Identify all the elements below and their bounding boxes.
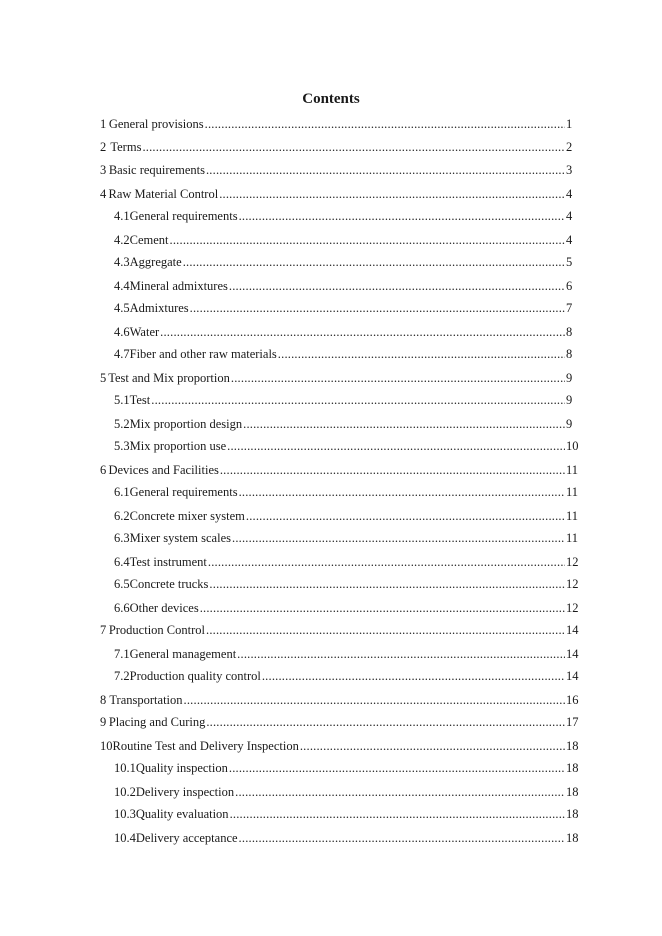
toc-entry[interactable] — [100, 114, 582, 134]
toc-number: 6.1 — [114, 485, 130, 499]
toc-entry[interactable] — [114, 390, 582, 410]
toc-entry[interactable] — [100, 690, 582, 710]
toc-label: Concrete trucks — [129, 577, 209, 591]
toc-entry[interactable] — [114, 298, 582, 318]
toc-number: 10.3 — [114, 807, 136, 821]
toc-label: Routine Test and Delivery Inspection — [112, 739, 299, 753]
toc-leader — [206, 712, 565, 732]
toc-label: Mix proportion design — [129, 417, 243, 431]
toc-leader — [206, 620, 565, 640]
toc-leader — [278, 344, 565, 364]
toc-number: 8 — [100, 693, 107, 707]
toc-page: 7 — [566, 301, 573, 315]
toc-leader — [170, 230, 565, 250]
toc-page: 18 — [566, 761, 579, 775]
toc-page: 11 — [566, 463, 579, 477]
toc-entry[interactable] — [114, 482, 582, 502]
toc-number: 4.1 — [114, 209, 130, 223]
toc-label: General management — [129, 647, 237, 661]
toc-number: 10.2 — [114, 785, 136, 799]
toc-leader — [209, 574, 565, 594]
toc-label: Test and Mix proportion — [108, 371, 230, 385]
toc-entry[interactable] — [114, 758, 582, 778]
toc-page: 14 — [566, 647, 579, 661]
toc-label: Mixer system scales — [129, 531, 231, 545]
toc-number: 5.1 — [114, 393, 130, 407]
toc-entry[interactable] — [114, 344, 582, 364]
toc-number: 2 — [100, 140, 107, 154]
toc-entry[interactable] — [100, 712, 582, 732]
toc-number: 6.2 — [114, 509, 130, 523]
toc-leader — [237, 644, 565, 664]
toc-entry[interactable] — [114, 644, 582, 664]
toc-label: Delivery acceptance — [135, 831, 238, 845]
toc-leader — [208, 552, 565, 572]
toc-leader — [190, 298, 565, 318]
toc-label: Other devices — [129, 601, 199, 615]
toc-number: 6.6 — [114, 601, 130, 615]
toc-entry[interactable] — [100, 160, 582, 180]
toc-label: Production quality control — [129, 669, 261, 683]
toc-number: 3 — [100, 163, 107, 177]
toc-entry[interactable] — [114, 322, 582, 342]
toc-leader — [220, 460, 565, 480]
toc-leader — [239, 206, 565, 226]
toc-number: 6.3 — [114, 531, 130, 545]
toc-number: 4.2 — [114, 233, 130, 247]
toc-page: 12 — [566, 555, 579, 569]
toc-label: Cement — [129, 233, 169, 247]
toc-entry[interactable] — [114, 206, 582, 226]
toc-page: 3 — [566, 163, 573, 177]
toc-page: 14 — [566, 623, 579, 637]
toc-number: 6.4 — [114, 555, 130, 569]
toc-page: 18 — [566, 831, 579, 845]
toc-number: 5.3 — [114, 439, 130, 453]
toc-number: 7 — [100, 623, 107, 637]
toc-entry[interactable] — [100, 736, 582, 756]
toc-entry[interactable] — [114, 598, 582, 618]
page-title: Contents — [302, 91, 360, 107]
toc-label: Basic requirements — [108, 163, 205, 177]
toc-label: Placing and Curing — [108, 715, 206, 729]
toc-label: Mix proportion use — [129, 439, 227, 453]
toc-number: 4.3 — [114, 255, 130, 269]
toc-label: Terms — [110, 140, 142, 154]
toc-leader — [239, 482, 565, 502]
toc-page: 12 — [566, 577, 579, 591]
toc-page: 11 — [566, 509, 579, 523]
toc-label: Devices and Facilities — [108, 463, 219, 477]
toc-leader — [246, 506, 565, 526]
toc-label: Admixtures — [129, 301, 189, 315]
toc-number: 10 — [100, 739, 113, 753]
toc-label: Transportation — [109, 693, 183, 707]
toc-entry[interactable] — [114, 528, 582, 548]
toc-label: Quality evaluation — [135, 807, 229, 821]
toc-entry[interactable] — [114, 804, 582, 824]
toc-label: Delivery inspection — [135, 785, 235, 799]
toc-number: 4.5 — [114, 301, 130, 315]
toc-entry[interactable] — [114, 552, 582, 572]
toc-label: Production Control — [108, 623, 205, 637]
toc-number: 10.4 — [114, 831, 136, 845]
toc-leader — [300, 736, 565, 756]
toc-label: Fiber and other raw materials — [129, 347, 277, 361]
toc-leader — [262, 666, 565, 686]
toc-entry[interactable] — [114, 414, 582, 434]
toc-number: 6.5 — [114, 577, 130, 591]
toc-label: Test — [129, 393, 151, 407]
toc-page: 4 — [566, 209, 573, 223]
toc-page: 11 — [566, 485, 579, 499]
toc-page: 1 — [566, 117, 573, 131]
toc-number: 1 — [100, 117, 107, 131]
toc-entry[interactable] — [100, 137, 582, 157]
toc-leader — [184, 690, 565, 710]
toc-number: 4.7 — [114, 347, 130, 361]
toc-leader — [205, 114, 565, 134]
toc-page: 18 — [566, 739, 579, 753]
toc-number: 9 — [100, 715, 107, 729]
toc-page: 5 — [566, 255, 573, 269]
toc-entry[interactable] — [100, 368, 582, 388]
toc-entry[interactable] — [100, 620, 582, 640]
toc-leader — [151, 390, 565, 410]
toc-label: Test instrument — [129, 555, 207, 569]
toc-page: 4 — [566, 233, 573, 247]
toc-entry[interactable] — [114, 666, 582, 686]
toc-leader — [229, 276, 565, 296]
toc-leader — [229, 758, 565, 778]
toc-leader — [235, 782, 565, 802]
toc-entry[interactable] — [114, 436, 582, 456]
toc-leader — [183, 252, 565, 272]
toc-label: Mineral admixtures — [129, 279, 228, 293]
toc-entry[interactable] — [100, 184, 582, 204]
toc-label: Concrete mixer system — [129, 509, 245, 523]
toc-label: General requirements — [129, 209, 238, 223]
toc-label: Quality inspection — [135, 761, 228, 775]
toc-label: General requirements — [129, 485, 238, 499]
toc-number: 4.6 — [114, 325, 130, 339]
toc-leader — [219, 184, 565, 204]
toc-number: 4 — [100, 187, 107, 201]
toc-leader — [200, 598, 565, 618]
toc-leader — [230, 804, 565, 824]
toc-number: 7.1 — [114, 647, 130, 661]
toc-label: Water — [129, 325, 160, 339]
toc-entry[interactable] — [114, 276, 582, 296]
toc-number: 7.2 — [114, 669, 130, 683]
toc-number: 6 — [100, 463, 107, 477]
toc-leader — [206, 160, 565, 180]
toc-page: 9 — [566, 417, 573, 431]
toc-leader — [227, 436, 565, 456]
toc-page: 18 — [566, 785, 579, 799]
toc-page: 14 — [566, 669, 579, 683]
toc-leader — [232, 528, 565, 548]
toc-page: 16 — [566, 693, 579, 707]
toc-label: Raw Material Control — [108, 187, 219, 201]
toc-label: Aggregate — [129, 255, 182, 269]
toc-page: 17 — [566, 715, 579, 729]
toc-leader — [243, 414, 565, 434]
toc-entry[interactable] — [114, 782, 582, 802]
toc-label: General provisions — [108, 117, 204, 131]
toc-entry[interactable] — [114, 230, 582, 250]
toc-page: 8 — [566, 325, 573, 339]
toc-entry[interactable] — [114, 828, 582, 848]
toc-number: 4.4 — [114, 279, 130, 293]
toc-leader — [160, 322, 565, 342]
toc-page: 10 — [566, 439, 579, 453]
toc-page: 4 — [566, 187, 573, 201]
toc-entry[interactable] — [114, 506, 582, 526]
toc-leader — [142, 137, 565, 157]
toc-number: 5 — [100, 371, 107, 385]
toc-page: 9 — [566, 371, 573, 385]
toc-entry[interactable] — [114, 574, 582, 594]
toc-leader — [231, 368, 565, 388]
toc-page: 11 — [566, 531, 579, 545]
toc-entry[interactable] — [100, 460, 582, 480]
toc-page: 8 — [566, 347, 573, 361]
toc-page: 2 — [566, 140, 573, 154]
toc-number: 5.2 — [114, 417, 130, 431]
toc-page: 6 — [566, 279, 573, 293]
toc-number: 10.1 — [114, 761, 136, 775]
toc-leader — [239, 828, 565, 848]
toc-page: 18 — [566, 807, 579, 821]
toc-entry[interactable] — [114, 252, 582, 272]
toc-page: 9 — [566, 393, 573, 407]
toc-page: 12 — [566, 601, 579, 615]
